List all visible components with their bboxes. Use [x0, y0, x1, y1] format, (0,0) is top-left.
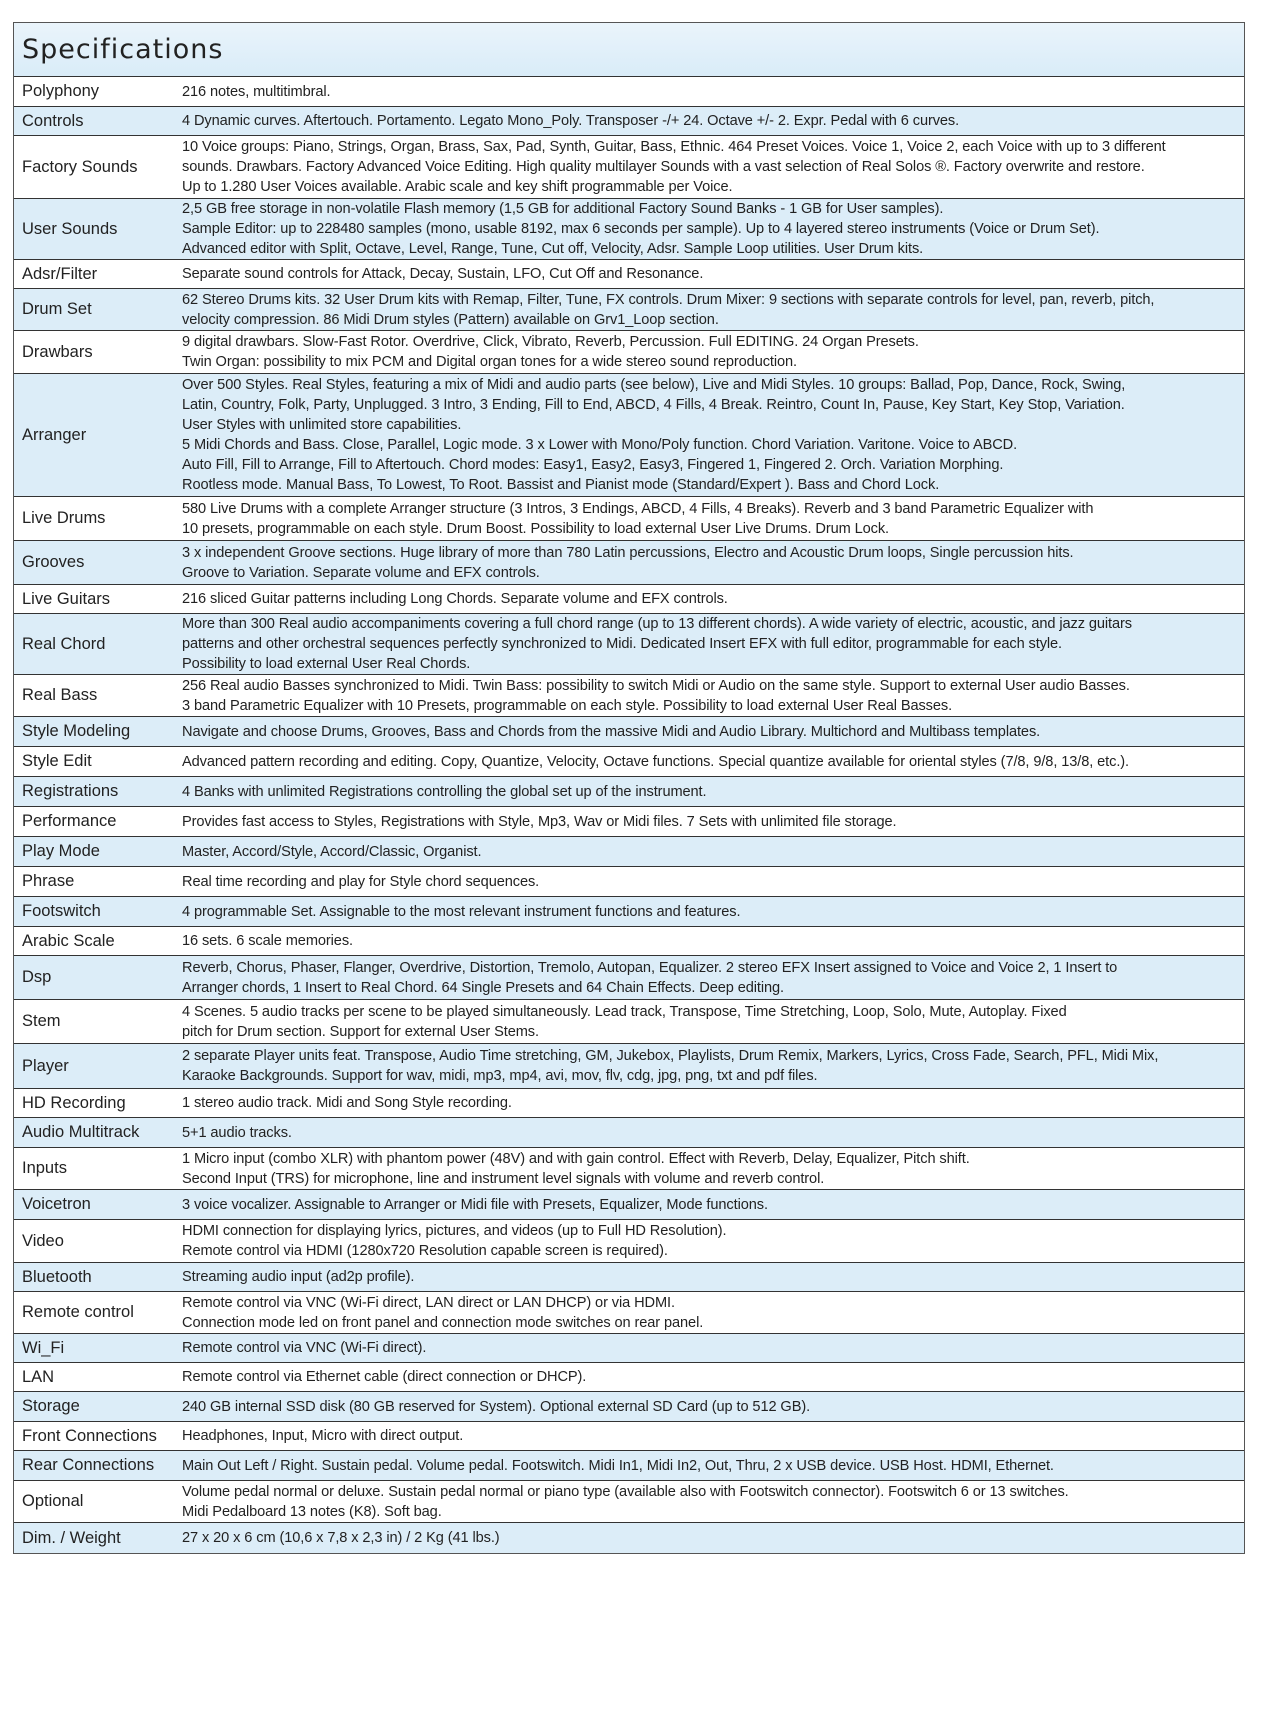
spec-value: Reverb, Chorus, Phaser, Flanger, Overdrive, Distortion, Tremolo, Autopan, Equalizer. 2 stereo EFX Insert assigned to Voice and Voice 2, 1 Insert to Arranger chords, 1 Insert to Real Chord. 64 Single Presets and 64 Chain Effects. Deep editing.	[182, 959, 1118, 996]
spec-label: Front Connections	[22, 1426, 157, 1445]
spec-value: 5+1 audio tracks.	[182, 1124, 292, 1141]
table-row	[14, 585, 1244, 614]
spec-label: Live Guitars	[22, 589, 111, 608]
spec-value: 580 Live Drums with a complete Arranger structure (3 Intros, 3 Endings, ABCD, 4 Fills, 4 Breaks). Reverb and 3 band Parametric Equalizer with 10 presets, programmable on each style. Drum Boost. Possibility to load external User Live Drums. Drum Lock.	[182, 500, 1094, 537]
table-row	[14, 897, 1244, 927]
spec-value: Real time recording and play for Style chord sequences.	[182, 873, 540, 890]
spec-label: Drum Set	[22, 300, 92, 318]
table-row	[14, 614, 1244, 675]
table-row	[14, 1523, 1244, 1553]
spec-value: 256 Real audio Basses synchronized to Midi. Twin Bass: possibility to switch Midi or Audio on the same style. Support to external User audio Basses. 3 band Parametric Equalizer with 10 Presets, programmable on each style. Possibility to load external User Real Basses.	[182, 677, 1130, 714]
spec-value: 27 x 20 x 6 cm (10,6 x 7,8 x 2,3 in) / 2 Kg (41 lbs.)	[182, 1530, 500, 1546]
spec-value: Over 500 Styles. Real Styles, featuring a mix of Midi and audio parts (see below), Live and Midi Styles. 10 groups: Ballad, Pop, Dance, Rock, Swing, Latin, Country, Folk, Party, Unplugged. 3 Intro, 3 Ending, Fill to End, ABCD, 4 Fills, 4 Break. Reintro, Count In, Pause, Key Start, Key Stop, Variation. User Styles with unlimited store capabilities. 5 Midi Chords and Bass. Close, Parallel, Logic mode. 3 x Lower with Mono/Poly function. Chord Variation. Varitone. Voice to ABCD. Auto Fill, Fill to Arrange, Fill to Aftertouch. Chord modes: Easy1, Easy2, Easy3, Fingered 1, Fingered 2. Orch. Variation Morphing. Rootless mode. Manual Bass, To Lowest, To Root. Bassist and Pianist mode (Standard/Expert ). Bass and Chord Lock.	[182, 377, 1126, 493]
spec-label: Controls	[22, 111, 84, 130]
spec-value: 4 Dynamic curves. Aftertouch. Portamento. Legato Mono_Poly. Transposer -/+ 24. Octave +/- 2. Expr. Pedal with 6 curves.	[182, 113, 960, 129]
spec-label: Play Mode	[22, 842, 100, 860]
table-row	[14, 717, 1244, 747]
spec-label: Real Bass	[22, 686, 98, 704]
table-row	[14, 1422, 1244, 1451]
spec-label: Real Chord	[22, 634, 106, 653]
spec-value: 4 Banks with unlimited Registrations controlling the global set up of the instrument.	[182, 783, 707, 800]
spec-label: Style Edit	[22, 752, 92, 770]
spec-value: Remote control via VNC (Wi-Fi direct).	[182, 1340, 427, 1356]
spec-label: Voicetron	[22, 1195, 91, 1213]
spec-label: LAN	[22, 1367, 55, 1386]
spec-value: 3 voice vocalizer. Assignable to Arranger or Midi file with Presets, Equalizer, Mode functions.	[182, 1196, 768, 1213]
spec-label: Registrations	[22, 782, 119, 800]
spec-value: 2,5 GB free storage in non-volatile Flash memory (1,5 GB for additional Factory Sound Banks - 1 GB for User samples). Sample Editor: up to 228480 samples (mono, usable 8192, max 6 seconds per sample). Up to 4 layered stereo instruments (Voice or Drum Set). Advanced editor with Split, Octave, Level, Range, Tune, Cut off, Velocity, Adsr. Sample Loop utilities. User Drum kits.	[182, 201, 1100, 257]
table-row	[14, 1000, 1244, 1044]
spec-value: 10 Voice groups: Piano, Strings, Organ, Brass, Sax, Pad, Synth, Guitar, Bass, Ethnic. 464 Preset Voices. Voice 1, Voice 2, each Voice with up to 3 different sounds. Drawbars. Factory Advanced Voice Editing. High quality multilayer Sounds with a vast selection of Real Solos ®. Factory overwrite and restore. Up to 1.280 User Voices available. Arabic scale and key shift programmable per Voice.	[182, 139, 1166, 195]
table-row	[14, 136, 1244, 199]
spec-value: 4 programmable Set. Assignable to the most relevant instrument functions and features.	[182, 903, 741, 920]
spec-label: Style Modeling	[22, 722, 131, 740]
spec-label: Grooves	[22, 553, 85, 571]
spec-label: Arranger	[22, 425, 87, 444]
spec-label: Stem	[22, 1012, 61, 1030]
specifications-table	[13, 22, 1245, 1554]
table-row	[14, 1363, 1244, 1392]
table-row	[14, 260, 1244, 289]
spec-label: Factory Sounds	[22, 157, 138, 176]
table-row	[14, 199, 1244, 260]
spec-label: Optional	[22, 1492, 84, 1510]
table-row	[14, 1334, 1244, 1363]
table-row	[14, 747, 1244, 777]
table-row	[14, 927, 1244, 956]
spec-value: Remote control via VNC (Wi-Fi direct, LAN direct or LAN DHCP) or via HDMI. Connection mode led on front panel and connection mode switches on rear panel.	[182, 1294, 704, 1331]
spec-label: Adsr/Filter	[22, 264, 98, 283]
spec-label: Polyphony	[22, 82, 100, 100]
spec-value: 216 sliced Guitar patterns including Long Chords. Separate volume and EFX controls.	[182, 591, 728, 607]
spec-label: Storage	[22, 1397, 80, 1415]
table-row	[14, 289, 1244, 331]
spec-value: Volume pedal normal or deluxe. Sustain pedal normal or piano type (available also with Footswitch connector). Footswitch 6 or 13 switches. Midi Pedalboard 13 notes (K8). Soft bag.	[182, 1483, 1069, 1520]
spec-label: Footswitch	[22, 902, 101, 920]
spec-value: 3 x independent Groove sections. Huge library of more than 780 Latin percussions, Electro and Acoustic Drum loops, Single percussion hits. Groove to Variation. Separate volume and EFX controls.	[182, 544, 1074, 581]
table-row	[14, 77, 1244, 107]
spec-label: Performance	[22, 812, 117, 830]
spec-value: More than 300 Real audio accompaniments covering a full chord range (up to 13 different chords). A wide variety of electric, acoustic, and jazz guitars patterns and other orchestral sequences perfectly synchronized to Midi. Dedicated Insert EFX with full editor, programmable for each style. Possibility to load external User Real Chords.	[182, 616, 1132, 672]
spec-label: Dim. / Weight	[22, 1528, 121, 1547]
spec-value: 4 Scenes. 5 audio tracks per scene to be played simultaneously. Lead track, Transpose, Time Stretching, Loop, Solo, Mute, Autoplay. Fixed pitch for Drum section. Support for external User Stems.	[182, 1003, 1067, 1040]
spec-label: Phrase	[22, 872, 75, 890]
title-bar	[14, 23, 1244, 77]
spec-value: Headphones, Input, Micro with direct output.	[182, 1428, 464, 1444]
spec-value: 16 sets. 6 scale memories.	[182, 933, 353, 949]
table-row	[14, 1118, 1244, 1148]
table-row	[14, 1220, 1244, 1263]
table-row	[14, 867, 1244, 897]
table-row	[14, 107, 1244, 136]
spec-label: Bluetooth	[22, 1267, 92, 1286]
spec-value: Master, Accord/Style, Accord/Classic, Organist.	[182, 843, 482, 860]
table-row	[14, 837, 1244, 867]
spec-value: Main Out Left / Right. Sustain pedal. Volume pedal. Footswitch. Midi In1, Midi In2, Out, Thru, 2 x USB device. USB Host. HDMI, Ethernet.	[182, 1457, 1054, 1474]
table-row	[14, 1089, 1244, 1118]
table-row	[14, 675, 1244, 717]
spec-rows	[14, 77, 1244, 1553]
table-row	[14, 1263, 1244, 1292]
spec-label: Wi_Fi	[22, 1338, 65, 1357]
spec-value: 1 stereo audio track. Midi and Song Style recording.	[182, 1095, 512, 1111]
spec-value: Navigate and choose Drums, Grooves, Bass and Chords from the massive Midi and Audio Library. Multichord and Multibass templates.	[182, 723, 1041, 740]
spec-label: Drawbars	[22, 342, 93, 361]
table-row	[14, 1044, 1244, 1089]
table-row	[14, 374, 1244, 497]
spec-value: 62 Stereo Drums kits. 32 User Drum kits with Remap, Filter, Tune, FX controls. Drum Mixer: 9 sections with separate controls for level, pan, reverb, pitch, velocity compression. 86 Midi Drum styles (Pattern) available on Grv1_Loop section.	[182, 291, 1155, 328]
spec-label: Rear Connections	[22, 1456, 155, 1474]
spec-value: 2 separate Player units feat. Transpose, Audio Time stretching, GM, Jukebox, Playlists, Drum Remix, Markers, Lyrics, Cross Fade, Search, PFL, Midi Mix, Karaoke Backgrounds. Support for wav, midi, mp3, mp4, avi, mov, flv, cdg, jpg, png, txt and pdf files.	[182, 1048, 1159, 1084]
table-row	[14, 1292, 1244, 1334]
spec-value: 9 digital drawbars. Slow-Fast Rotor. Overdrive, Click, Vibrato, Reverb, Percussion. Full EDITING. 24 Organ Presets. Twin Organ: possibility to mix PCM and Digital organ tones for a wide stereo sound reproduction.	[182, 334, 919, 370]
spec-value: 240 GB internal SSD disk (80 GB reserved for System). Optional external SD Card (up to 512 GB).	[182, 1398, 811, 1415]
table-row	[14, 1451, 1244, 1481]
spec-value: Separate sound controls for Attack, Decay, Sustain, LFO, Cut Off and Resonance.	[182, 266, 704, 282]
table-row	[14, 1190, 1244, 1220]
spec-value: HDMI connection for displaying lyrics, pictures, and videos (up to Full HD Resolution). Remote control via HDMI (1280x720 Resolution capable screen is required).	[182, 1223, 727, 1259]
spec-label: Player	[22, 1056, 69, 1075]
spec-label: HD Recording	[22, 1093, 126, 1112]
table-row	[14, 807, 1244, 837]
spec-label: Arabic Scale	[22, 931, 115, 950]
table-row	[14, 777, 1244, 807]
table-row	[14, 1148, 1244, 1190]
spec-label: User Sounds	[22, 219, 118, 238]
spec-value: Streaming audio input (ad2p profile).	[182, 1269, 415, 1285]
spec-label: Inputs	[22, 1159, 67, 1177]
page-title: Specifications	[22, 34, 224, 65]
spec-value: Advanced pattern recording and editing. Copy, Quantize, Velocity, Octave functions. Special quantize available for oriental styles (7/8, 9/8, 13/8, etc.).	[182, 753, 1129, 770]
table-row	[14, 1392, 1244, 1422]
spec-value: 216 notes, multitimbral.	[182, 83, 331, 100]
table-row	[14, 1481, 1244, 1523]
spec-label: Video	[22, 1231, 64, 1250]
table-row	[14, 541, 1244, 585]
table-row	[14, 331, 1244, 374]
spec-value: Provides fast access to Styles, Registrations with Style, Mp3, Wav or Midi files. 7 Sets with unlimited file storage.	[182, 813, 897, 830]
table-row	[14, 497, 1244, 541]
spec-label: Remote control	[22, 1303, 134, 1321]
spec-label: Audio Multitrack	[22, 1123, 140, 1141]
spec-value: Remote control via Ethernet cable (direct connection or DHCP).	[182, 1369, 587, 1385]
spec-value: 1 Micro input (combo XLR) with phantom power (48V) and with gain control. Effect with Reverb, Delay, Equalizer, Pitch shift. Second Input (TRS) for microphone, line and instrument level signals with volume and reverb control.	[182, 1150, 970, 1187]
spec-label: Dsp	[22, 968, 52, 986]
table-row	[14, 956, 1244, 1000]
spec-label: Live Drums	[22, 509, 106, 527]
